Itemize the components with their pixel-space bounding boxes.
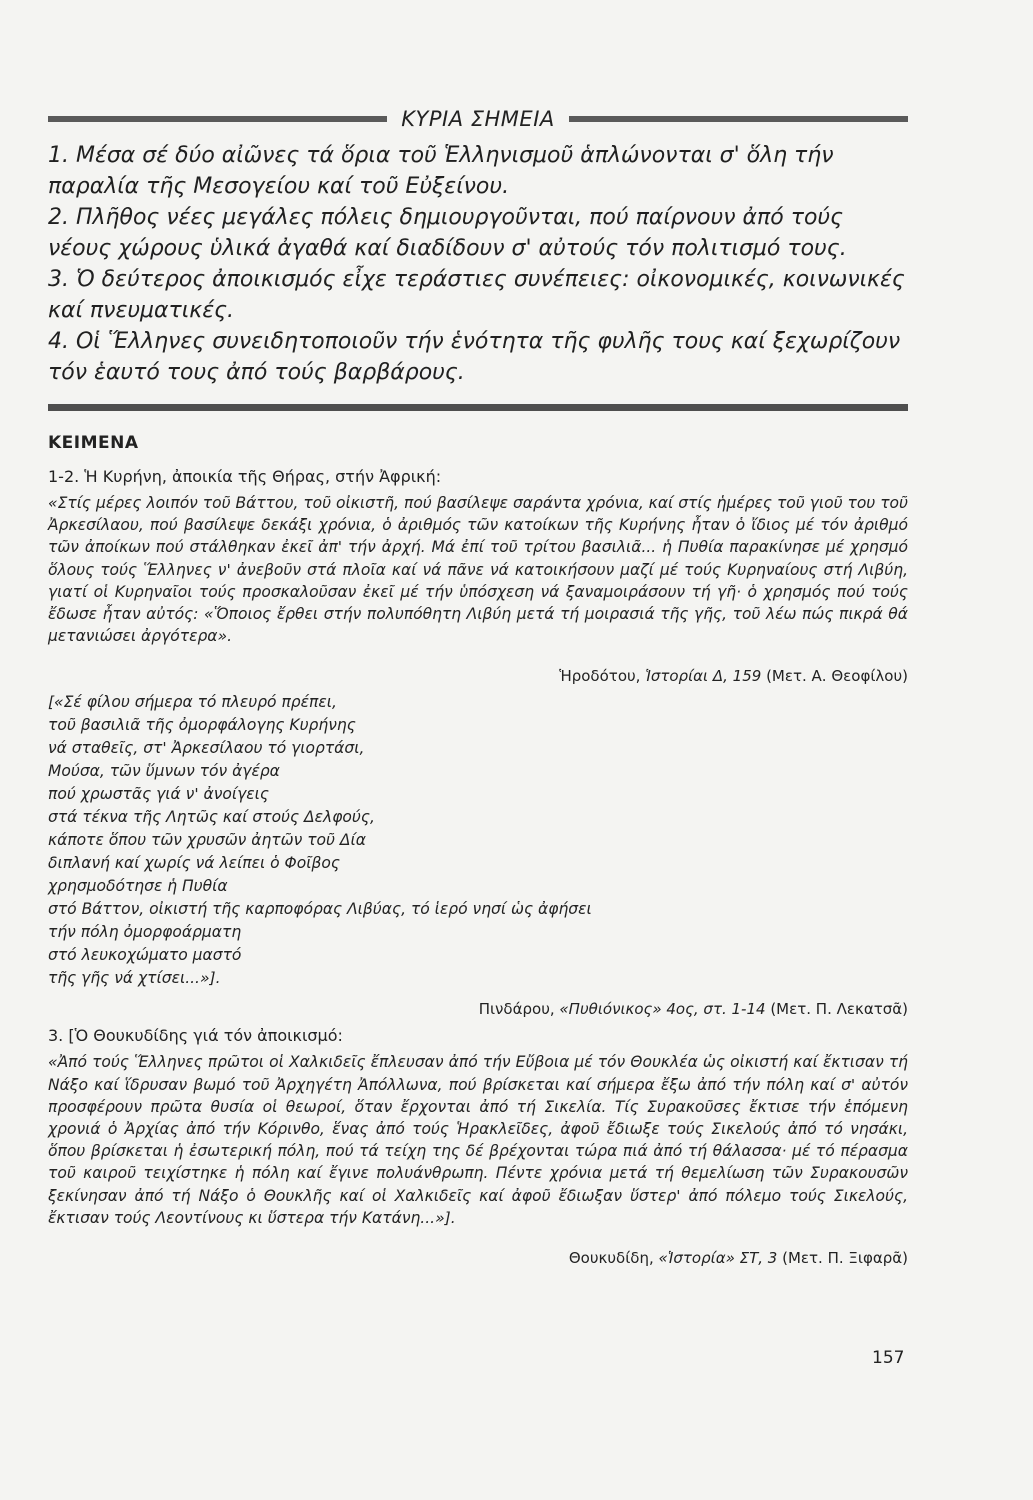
poem-line: στά τέκνα τῆς Λητῶς καί στούς Δελφούς, [48, 808, 375, 827]
poem-line: τῆς γῆς νά χτίσει...»]. [48, 969, 221, 988]
section-divider [48, 404, 908, 411]
pindar-poem [48, 691, 908, 990]
poem-line: πού χρωστᾶς γιά ν' ἀνοίγεις [48, 785, 270, 804]
source3-heading: 3. [Ὁ Θουκυδίδης γιά τόν ἀποικισμό: [48, 1026, 343, 1046]
key-points-title: ΚΥΡΙΑ ΣΗΜΕΙΑ [401, 107, 555, 131]
citation-author: Πινδάρου, [478, 1000, 560, 1019]
pindar-citation [48, 998, 908, 1020]
thucydides-quote: «Ἀπό τούς Ἕλληνες πρῶτοι οἱ Χαλκιδεῖς ἔπλευσαν ἀπό τήν Εὔβοια μέ τόν Θουκλέα ὡς οἰκιστή καί ἔκτισαν τή Νάξο καί ἵδρυσαν βωμό τοῦ Ἀρχηγέτη Ἀπόλλωνα, πού βρίσκεται καί σήμερα ἔξω ἀπό τήν πόλη καί σ' αὐτόν προσφέρουν πρῶτα θυσία οἱ θεωροί, ὅταν ἔρχονται ἀπό τή Σικελία. Τίς Συρακοῦσες ἔκτισε τήν ἑπόμενη χρονιά ὁ Ἀρχίας ἀπό τήν Κόρινθο, ἕνας ἀπό τούς Ἡρακλεῖδες, ἀφοῦ ἔδιωξε τούς Σικελούς ἀπό τό νησάκι, ὅπου βρίσκεται ἡ ἐσωτερική πόλη, πού τά τείχη της δέ βρέχονται τώρα πιά ἀπό τή θάλασσα· μέ τό πέρασμα τοῦ καιροῦ τειχίστηκε ἡ πόλη καί ἔγινε πολυάνθρωπη. Πέντε χρόνια μετά τή θεμελίωση τῶν Συρακουσῶν ξεκίνησαν ἀπό τή Νάξο ὁ Θουκλῆς καί οἱ Χαλκιδεῖς καί ἀφοῦ ἔδιωξαν ὕστερ' ἀπό πόλεμο τούς Σικελούς, ἔκτισαν τούς Λεοντίνους κι ὕστερα τήν Κατάνη...»]. [48, 1053, 908, 1227]
poem-line: στό λευκοχώματο μαστό [48, 946, 242, 965]
key-points-list [48, 140, 908, 388]
key-points-header [48, 104, 908, 134]
citation-translator: (Μετ. Π. Λεκατσᾶ) [765, 1000, 908, 1019]
citation-author: Θουκυδίδη, [568, 1249, 659, 1268]
citation-translator: (Μετ. Π. Ξιφαρᾶ) [777, 1249, 908, 1268]
texts-title: ΚΕΙΜΕΝΑ [48, 433, 139, 453]
herodotus-citation [48, 665, 908, 687]
key-point-2: 2. Πλῆθος νέες μεγάλες πόλεις δημιουργοῦνται, πού παίρνουν ἀπό τούς νέους χώρους ὑλικά ἀγαθά καί διαδίδουν σ' αὐτούς τόν πολιτισμό τους. [48, 205, 847, 261]
poem-line: στό Βάττον, οἰκιστή τῆς καρποφόρας Λιβύας, τό ἱερό νησί ὡς ἀφήσει [48, 900, 592, 919]
page-number: 157 [872, 1348, 905, 1368]
key-point-1: 1. Μέσα σέ δύο αἰῶνες τά ὅρια τοῦ Ἑλληνισμοῦ ἁπλώνονται σ' ὅλη τήν παραλία τῆς Μεσογείου καί τοῦ Εὐξείνου. [48, 143, 834, 199]
header-rule-right [569, 116, 908, 122]
source1-heading: 1-2. Ἡ Κυρήνη, ἀποικία τῆς Θήρας, στήν Ἀφρική: [48, 467, 442, 486]
citation-author: Ἡροδότου, [559, 667, 646, 686]
page-content [48, 104, 908, 1269]
poem-line: [«Σέ φίλου σήμερα τό πλευρό πρέπει, [48, 693, 337, 712]
herodotus-quote: «Στίς μέρες λοιπόν τοῦ Βάττου, τοῦ οἰκιστῆ, πού βασίλεψε σαράντα χρόνια, καί στίς ἡμέρες τοῦ γιοῦ του τοῦ Ἀρκεσίλαου, πού βασίλεψε δεκάξι χρόνια, ὁ ἀριθμός τῶν κατοίκων τῆς Κυρήνης ἦταν ὁ ἴδιος μέ τόν ἀριθμό τῶν ἀποίκων πού στάλθηκαν ἐκεῖ ἀπ' τήν ἀρχή. Μά ἐπί τοῦ τρίτου βασιλιᾶ... ἡ Πυθία παρακίνησε μέ χρησμό ὅλους τούς Ἕλληνες ν' ἀνεβοῦν στά πλοῖα καί νά πᾶνε νά κατοικήσουν μαζί μέ τούς Κυρηναίους στή Λιβύη, γιατί οἱ Κυρηναῖοι τούς προσκαλοῦσαν ἐκεῖ μέ τήν ὑπόσχεση νά ξαναμοιράσουν τή γῆ· ὁ χρησμός πού τούς ἔδωσε ἦταν αὐτός: «Ὅποιος ἔρθει στήν πολυπόθητη Λιβύη μετά τή μοιρασιά τῆς γῆς, τοῦ λέω πώς πικρά θά μετανιώσει ἀργότερα». [48, 494, 908, 646]
poem-line: Μούσα, τῶν ὕμνων τόν ἀγέρα [48, 762, 280, 781]
poem-line: τήν πόλη ὀμορφοάρματη [48, 923, 242, 942]
citation-work: «Πυθιόνικος» 4ος, στ. 1-14 [559, 1000, 766, 1019]
thucydides-citation [48, 1247, 908, 1269]
citation-work: Ἱστορίαι Δ, 159 [645, 667, 762, 686]
citation-work: «Ἱστορία» ΣΤ, 3 [658, 1249, 778, 1268]
poem-line: τοῦ βασιλιᾶ τῆς ὀμορφάλογης Κυρήνης [48, 716, 356, 735]
key-point-4: 4. Οἱ Ἕλληνες συνειδητοποιοῦν τήν ἑνότητα τῆς φυλῆς τους καί ξεχωρίζουν τόν ἑαυτό τους ἀπό τούς βαρβάρους. [48, 329, 901, 385]
citation-translator: (Μετ. Α. Θεοφίλου) [761, 667, 908, 686]
poem-line: νά σταθεῖς, στ' Ἀρκεσίλαου τό γιορτάσι, [48, 739, 365, 758]
key-point-3: 3. Ὁ δεύτερος ἀποικισμός εἶχε τεράστιες συνέπειες: οἰκονομικές, κοινωνικές καί πνευματικές. [48, 267, 905, 323]
poem-line: διπλανή καί χωρίς νά λείπει ὁ Φοῖβος [48, 854, 340, 873]
poem-line: χρησμοδότησε ἡ Πυθία [48, 877, 228, 896]
poem-line: κάποτε ὅπου τῶν χρυσῶν ἀητῶν τοῦ Δία [48, 831, 366, 850]
header-rule-left [48, 116, 387, 122]
